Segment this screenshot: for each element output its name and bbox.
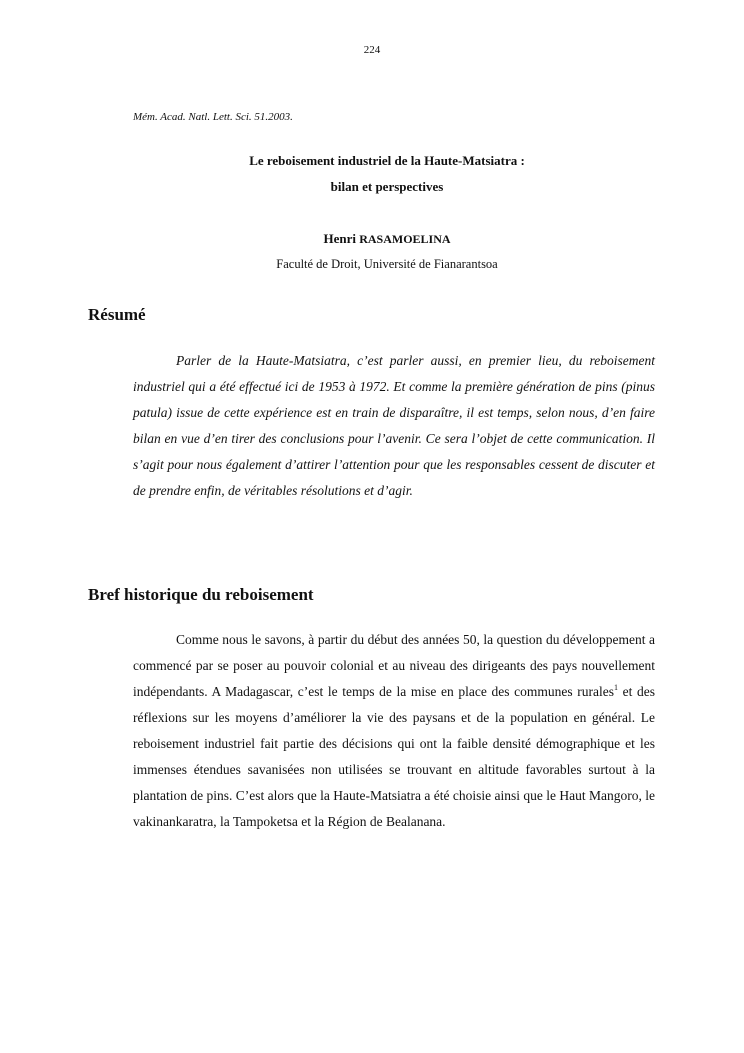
author-last-name: RASAMOELINA [359, 232, 451, 246]
section-heading-historique: Bref historique du reboisement [88, 585, 314, 604]
page-number: 224 [363, 44, 381, 56]
paper-title-line-1: Le reboisement industriel de la Haute-Matsiatra : [249, 153, 525, 168]
author-affiliation: Faculté de Droit, Université de Fianarantsoa [276, 257, 498, 271]
historique-paragraph [133, 627, 655, 835]
abstract-heading: Résumé [88, 305, 146, 324]
abstract-paragraph: Parler de la Haute-Matsiatra, c’est parler aussi, en premier lieu, du reboisement industriel qui a été effectué ici de 1953 à 1972. Et comme la première génération de pins (pinus patula) issue de cette expérience est en train de disparaître, il est temps, selon nous, d’en faire bilan en vue d’en tirer des conclusions pour l’avenir. Ce sera l’objet de cette communication. Il s’agit pour nous également d’attirer l’attention pour que les responsables cessent de discuter et de prendre enfin, de véritables résolutions et d’agir. [133, 353, 655, 498]
footnote-marker[interactable]: 1 [613, 683, 618, 692]
author-name [0, 231, 744, 247]
historique-text-part-2: et des réflexions sur les moyens d’améliorer la vie des paysans et de la population en général. Le reboisement industriel fait partie des décisions qui ont la faible densité démographique et les immenses étendues savanisées non utilisées se trouvant en altitude favorables surtout à la plantation de pins. C’est alors que la Haute-Matsiatra a été choisie ainsi que le Haut Mangoro, le vakinankaratra, la Tampoketsa et la Région de Bealanana. [133, 684, 655, 829]
paper-title-line-2: bilan et perspectives [330, 179, 444, 194]
author-first-name: Henri [323, 231, 356, 246]
journal-reference: Mém. Acad. Natl. Lett. Sci. 51.2003. [133, 111, 293, 123]
historique-text-part-1: Comme nous le savons, à partir du début des années 50, la question du développement a commencé par se poser au pouvoir colonial et au niveau des dirigeants des pays nouvellement indépendants. A Madagascar, c’est le temps de la mise en place des communes rurales [133, 632, 655, 699]
